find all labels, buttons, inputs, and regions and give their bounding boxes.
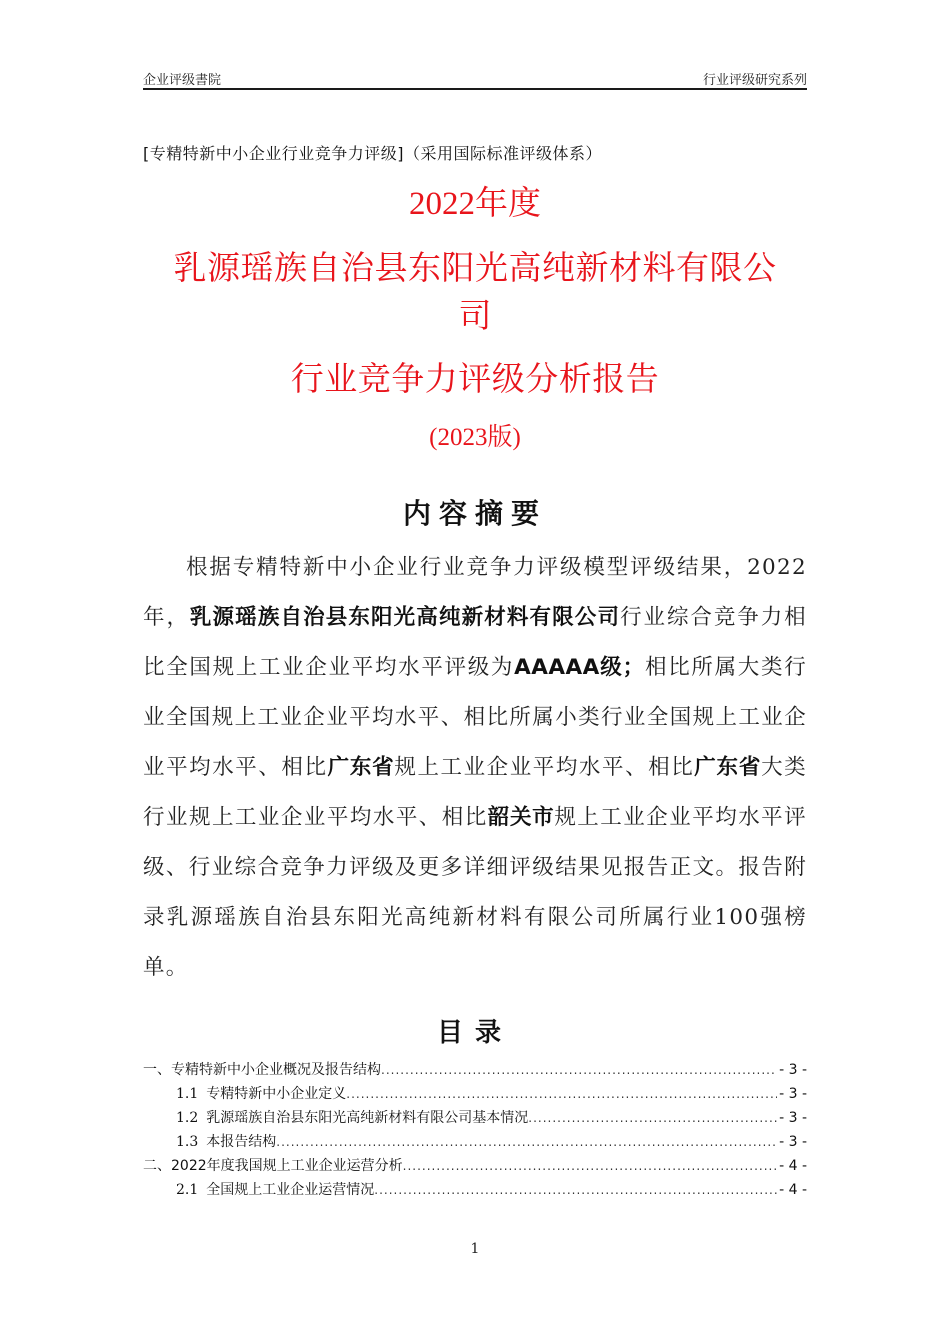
header-series: 行业评级研究系列: [702, 73, 807, 88]
abstract-text: 根据专精特新中小企业行业竞争力评级模型评级结果，2022年，: [143, 555, 807, 630]
abstract-text: 相比所属大类行业全国规上工业企业平均水平、相比所属小类行业全国规上工业企业平均水平、相比: [143, 655, 807, 780]
toc-entry-page: - 3 -: [779, 1134, 807, 1150]
abstract-text: 行业综合竞争力相比全国规上工业企业平均水平评级为: [143, 605, 807, 680]
toc-leader-dots: [528, 1106, 777, 1130]
abstract-province: 广东省: [694, 755, 762, 780]
page-header: [143, 68, 807, 90]
toc-entry-number: 1.2: [176, 1110, 199, 1126]
toc-entry-label: 全国规上工业企业运营情况: [206, 1182, 375, 1198]
title-year: 2022年度: [409, 186, 541, 222]
toc-entry-page: - 3 -: [779, 1110, 807, 1126]
toc-entry-number: 1.3: [176, 1134, 199, 1150]
toc-entry-title: [176, 1106, 528, 1130]
toc-entry-label: 专精特新中小企业概况及报告结构: [171, 1062, 381, 1078]
toc-leader-dots: [346, 1082, 777, 1106]
toc-leader-dots: [381, 1058, 777, 1082]
toc-entry-label: 专精特新中小企业定义: [206, 1086, 347, 1102]
toc-entry[interactable]: [143, 1130, 807, 1154]
toc-entry-page: - 3 -: [779, 1062, 807, 1078]
toc-entry[interactable]: [143, 1082, 807, 1106]
toc-entry-title: [143, 1154, 403, 1178]
title-report: 行业竞争力评级分析报告: [290, 359, 660, 398]
abstract-text: 大类行业规上工业企业平均水平、相比: [143, 755, 807, 830]
table-of-contents: [143, 1058, 807, 1202]
abstract-rating: AAAAA级；: [514, 655, 645, 680]
toc-entry-title: [143, 1058, 381, 1082]
toc-entry-number: 1.1: [176, 1086, 199, 1102]
series-tag: [专精特新中小企业行业竞争力评级]（采用国际标准评级体系）: [143, 144, 602, 163]
toc-entry-title: [176, 1130, 276, 1154]
toc-entry-label: 乳源瑶族自治县东阳光高纯新材料有限公司基本情况: [206, 1110, 529, 1126]
toc-entry[interactable]: [143, 1106, 807, 1130]
toc-leader-dots: [276, 1130, 777, 1154]
header-publisher: 企业评级書院: [143, 73, 222, 88]
abstract-body: [143, 543, 807, 993]
toc-heading: 目录: [436, 1018, 513, 1048]
toc-entry-number: 一、: [143, 1062, 171, 1078]
toc-entry-number: 二、: [143, 1158, 171, 1174]
abstract-text: 规上工业企业平均水平、相比: [394, 755, 695, 780]
title-edition: (2023版): [429, 424, 521, 451]
abstract-heading: 内容摘要: [402, 497, 547, 530]
abstract-text: 规上工业企业平均水平评级、行业综合竞争力评级及更多详细评级结果见报告正文。报告附录乳源瑶族自治县东阳光高纯新材料有限公司所属行业100强榜单。: [143, 805, 807, 980]
abstract-province: 广东省: [327, 755, 395, 780]
toc-entry-page: - 4 -: [779, 1158, 807, 1174]
page-number: 1: [470, 1241, 480, 1257]
abstract-city: 韶关市: [487, 805, 555, 830]
toc-entry-title: [176, 1082, 346, 1106]
toc-entry-page: - 3 -: [779, 1086, 807, 1102]
toc-entry-label: 2022年度我国规上工业企业运营分析: [171, 1158, 403, 1174]
toc-leader-dots: [374, 1178, 777, 1202]
title-company: 乳源瑶族自治县东阳光高纯新材料有限公: [173, 248, 777, 287]
toc-entry-number: 2.1: [176, 1182, 199, 1198]
toc-entry[interactable]: [143, 1154, 807, 1178]
toc-entry-title: [176, 1178, 374, 1202]
toc-entry-page: - 4 -: [779, 1182, 807, 1198]
toc-entry[interactable]: [143, 1058, 807, 1082]
toc-leader-dots: [403, 1154, 777, 1178]
title-company-continued: 司: [458, 296, 492, 335]
toc-entry-label: 本报告结构: [206, 1134, 277, 1150]
toc-entry[interactable]: [143, 1178, 807, 1202]
abstract-company-name: 乳源瑶族自治县东阳光高纯新材料有限公司: [189, 605, 621, 630]
